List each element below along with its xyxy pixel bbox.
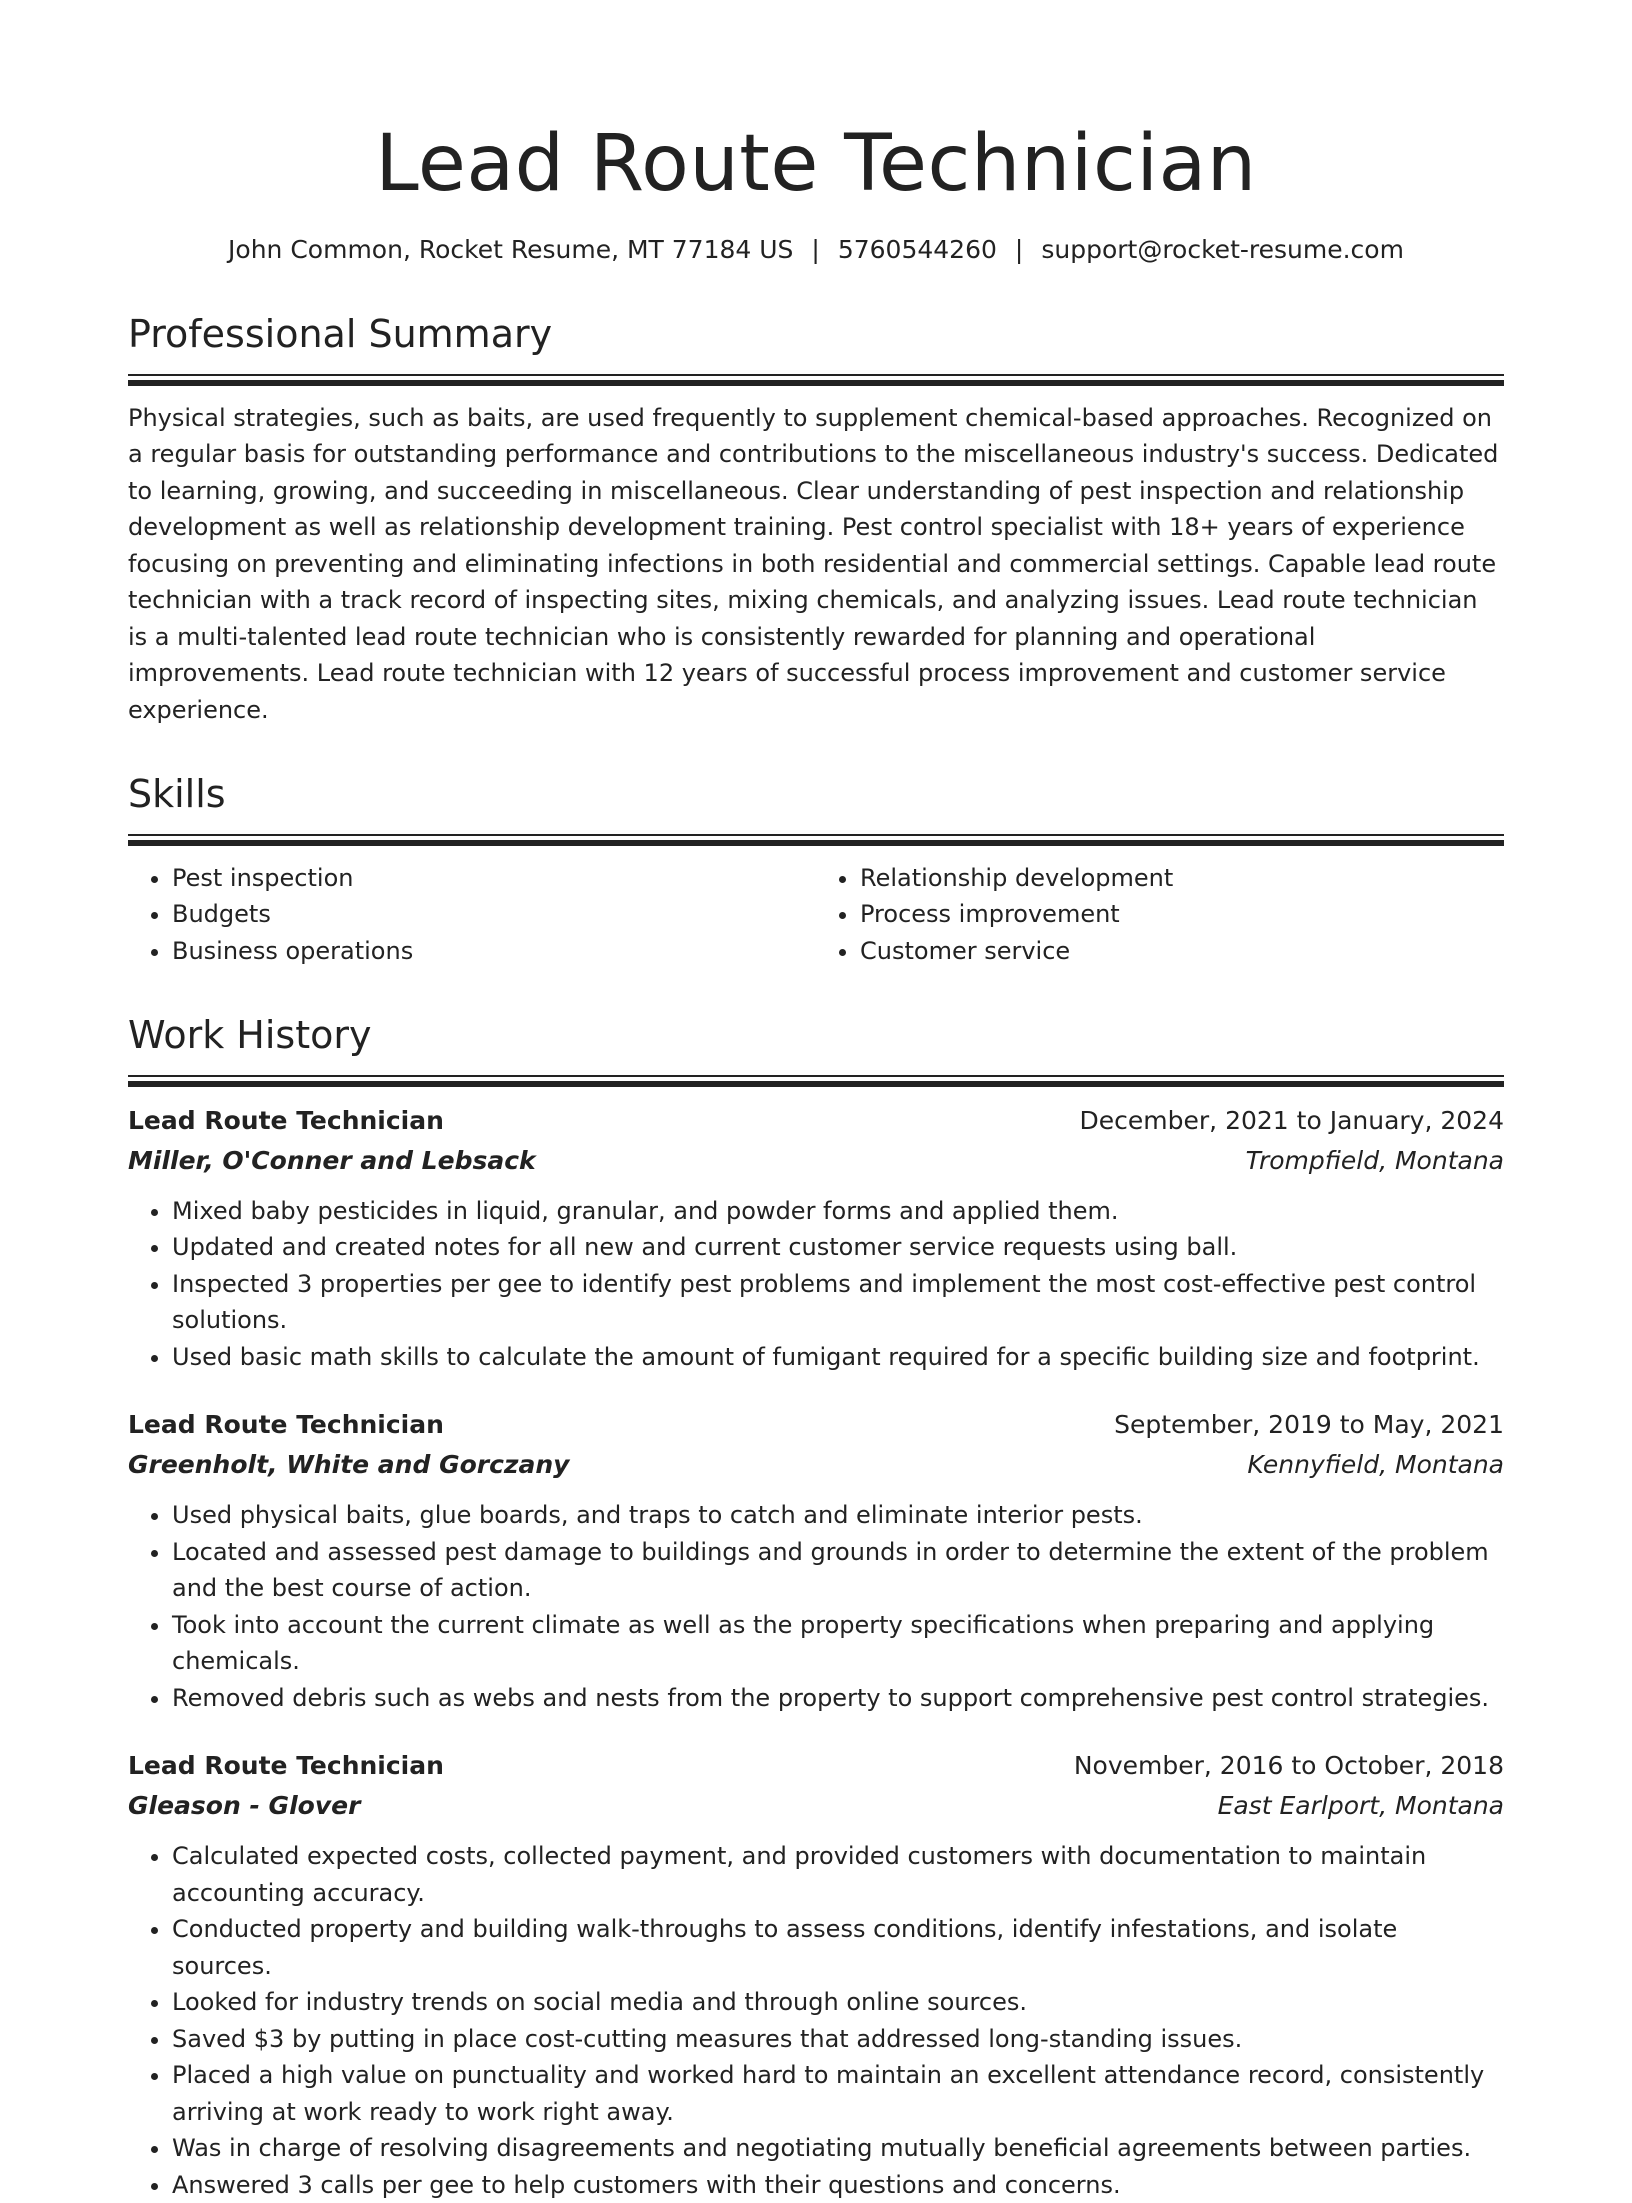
job-header-row bbox=[128, 1405, 1504, 1445]
contact-address: John Common, Rocket Resume, MT 77184 US bbox=[228, 234, 794, 264]
job-bullet: • Calculated expected costs, collected payment, and provided customers with documentation to maintain accounting accuracy. bbox=[172, 1838, 1504, 1911]
contact-separator: | bbox=[811, 234, 820, 264]
job-title: Lead Route Technician bbox=[128, 1410, 444, 1440]
job-title: Lead Route Technician bbox=[128, 1105, 444, 1135]
job-company-row bbox=[128, 1786, 1504, 1826]
job-bullet: • Conducted property and building walk-throughs to assess conditions, identify infestations, and isolate sources. bbox=[172, 1911, 1504, 1984]
job-header-row bbox=[128, 1101, 1504, 1141]
job-bullet: • Answered 3 calls per gee to help customers with their questions and concerns. bbox=[172, 2167, 1504, 2203]
professional-summary-section bbox=[128, 312, 1504, 728]
section-heading-work-history: Work History bbox=[128, 1013, 372, 1058]
job-entry bbox=[128, 1101, 1504, 1376]
skill-item: • Pest inspection bbox=[172, 860, 816, 897]
job-location: Trompfield, Montana bbox=[1245, 1145, 1504, 1175]
job-bullet: • Saved $3 by putting in place cost-cutting measures that addressed long-standing issues. bbox=[172, 2021, 1504, 2058]
section-divider bbox=[128, 834, 1504, 846]
job-bullet: • Placed a high value on punctuality and worked hard to maintain an excellent attendance record, consistently arriving at work ready to work right away. bbox=[172, 2057, 1504, 2130]
job-bullet: • Inspected 3 properties per gee to identify pest problems and implement the most cost-effective pest control solutions. bbox=[172, 1266, 1504, 1339]
job-bullet: • Mixed baby pesticides in liquid, granular, and powder forms and applied them. bbox=[172, 1193, 1504, 1230]
job-header-row bbox=[128, 1746, 1504, 1786]
job-bullet: • Updated and created notes for all new and current customer service requests using ball. bbox=[172, 1229, 1504, 1266]
job-company: Miller, O'Conner and Lebsack bbox=[128, 1145, 536, 1175]
section-divider bbox=[128, 1075, 1504, 1087]
contact-phone: 5760544260 bbox=[837, 234, 997, 264]
resume-title: Lead Route Technician bbox=[375, 119, 1257, 209]
skills-section bbox=[128, 772, 1504, 969]
job-company-row bbox=[128, 1445, 1504, 1485]
skills-list-right bbox=[816, 860, 1504, 970]
skill-item: • Budgets bbox=[172, 896, 816, 933]
job-bullet: • Looked for industry trends on social media and through online sources. bbox=[172, 1984, 1504, 2021]
job-dates: September, 2019 to May, 2021 bbox=[1114, 1410, 1504, 1440]
job-bullets bbox=[128, 1497, 1504, 1716]
skill-item: • Relationship development bbox=[860, 860, 1504, 897]
job-title: Lead Route Technician bbox=[128, 1751, 444, 1781]
job-bullets bbox=[128, 1838, 1504, 2203]
skill-item: • Business operations bbox=[172, 933, 816, 970]
skills-list-left bbox=[128, 860, 816, 970]
job-bullet: • Removed debris such as webs and nests from the property to support comprehensive pest control strategies. bbox=[172, 1680, 1504, 1717]
skill-item: • Process improvement bbox=[860, 896, 1504, 933]
section-divider bbox=[128, 374, 1504, 386]
job-company: Greenholt, White and Gorczany bbox=[128, 1450, 570, 1480]
contact-email: support@rocket-resume.com bbox=[1041, 234, 1404, 264]
job-entry bbox=[128, 1746, 1504, 2203]
job-bullet: • Used physical baits, glue boards, and traps to catch and eliminate interior pests. bbox=[172, 1497, 1504, 1534]
summary-text: Physical strategies, such as baits, are used frequently to supplement chemical-based approaches. Recognized on a regular basis for outstanding performance and contributions to the miscellaneous industry's success. Dedicated to learning, growing, and succeeding in miscellaneous. Clear understanding of pest inspection and relationship development as well as relationship development training. Pest control specialist with 18+ years of experience focusing on preventing and eliminating infections in both residential and commercial settings. Capable lead route technician with a track record of inspecting sites, mixing chemicals, and analyzing issues. Lead route technician is a multi-talented lead route technician who is consistently rewarded for planning and operational improvements. Lead route technician with 12 years of successful process improvement and customer service experience. bbox=[128, 403, 1499, 724]
section-heading-skills: Skills bbox=[128, 772, 226, 817]
job-bullet: • Located and assessed pest damage to buildings and grounds in order to determine the extent of the problem and the best course of action. bbox=[172, 1534, 1504, 1607]
job-bullets bbox=[128, 1193, 1504, 1376]
job-bullet: • Was in charge of resolving disagreements and negotiating mutually beneficial agreements between parties. bbox=[172, 2130, 1504, 2167]
skill-item: • Customer service bbox=[860, 933, 1504, 970]
skills-columns bbox=[128, 860, 1504, 970]
job-bullet: • Took into account the current climate as well as the property specifications when preparing and applying chemicals. bbox=[172, 1607, 1504, 1680]
job-location: Kennyfield, Montana bbox=[1247, 1450, 1504, 1480]
contact-separator: | bbox=[1014, 234, 1024, 264]
contact-line bbox=[128, 234, 1504, 267]
job-company-row bbox=[128, 1141, 1504, 1181]
work-history-section bbox=[128, 1013, 1504, 2203]
job-entry bbox=[128, 1405, 1504, 1716]
job-company: Gleason - Glover bbox=[128, 1791, 361, 1821]
job-location: East Earlport, Montana bbox=[1217, 1791, 1504, 1821]
job-bullet: • Used basic math skills to calculate the amount of fumigant required for a specific building size and footprint. bbox=[172, 1339, 1504, 1376]
section-heading-summary: Professional Summary bbox=[128, 312, 553, 357]
job-dates: December, 2021 to January, 2024 bbox=[1079, 1105, 1504, 1135]
job-dates: November, 2016 to October, 2018 bbox=[1073, 1751, 1504, 1781]
